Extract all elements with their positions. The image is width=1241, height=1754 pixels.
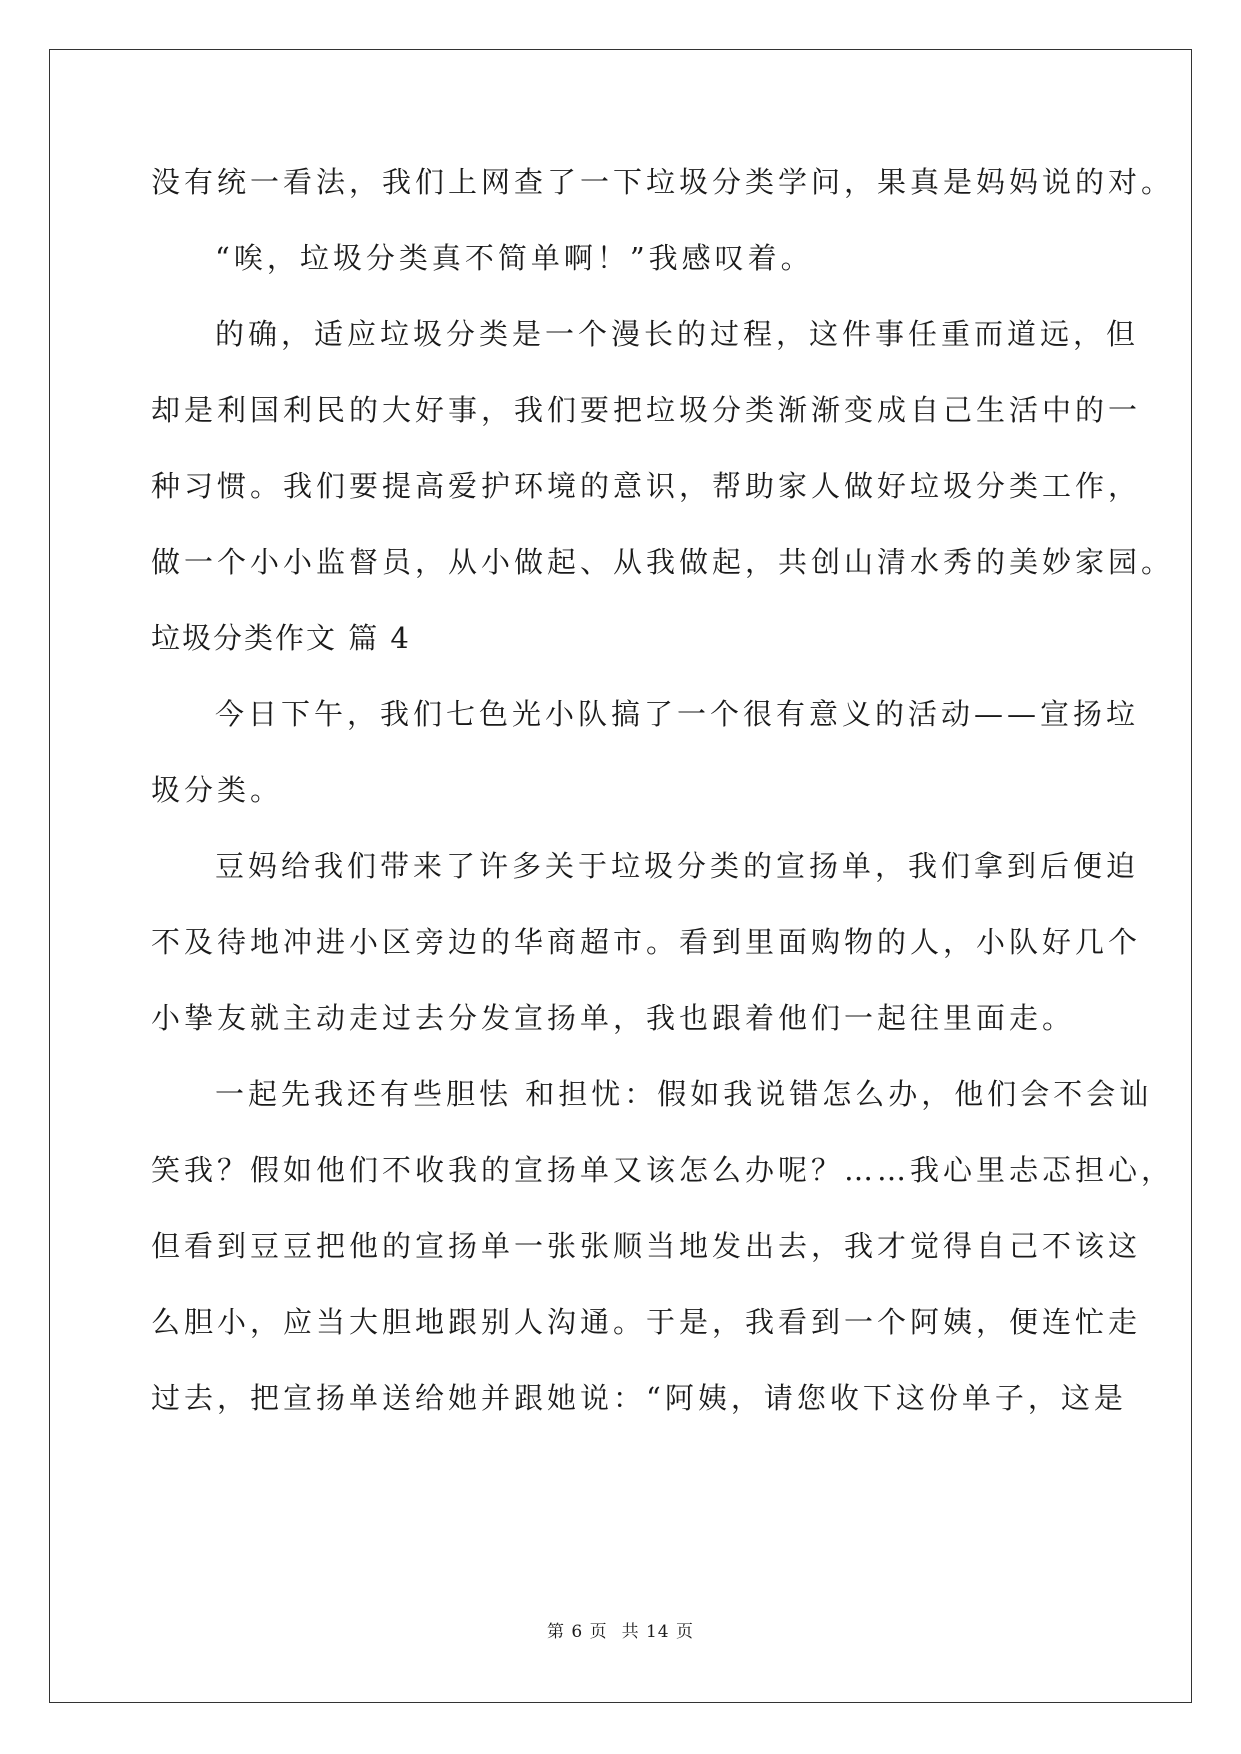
text-line: “唉，垃圾分类真不简单啊！”我感叹着。 xyxy=(215,241,814,275)
section-heading: 垃圾分类作文 篇 4 xyxy=(151,621,411,655)
text-line: 但看到豆豆把他的宣扬单一张张顺当地发出去，我才觉得自己不该这 xyxy=(151,1229,1142,1263)
page-footer xyxy=(0,1617,1241,1642)
text-line: 笑我？假如他们不收我的宣扬单又该怎么办呢？……我心里忐忑担心， xyxy=(151,1153,1175,1187)
text-line: 过去，把宣扬单送给她并跟她说：“阿姨，请您收下这份单子，这是 xyxy=(151,1381,1127,1415)
text-line: 么胆小，应当大胆地跟别人沟通。于是，我看到一个阿姨，便连忙走 xyxy=(151,1305,1142,1339)
text-line: 豆妈给我们带来了许多关于垃圾分类的宣扬单，我们拿到后便迫 xyxy=(215,849,1140,883)
page-total: 共 14 页 xyxy=(621,1622,695,1642)
text-line: 一起先我还有些胆怯 和担忧：假如我说错怎么办，他们会不会讪 xyxy=(215,1077,1153,1111)
text-line: 小挚友就主动走过去分发宣扬单，我也跟着他们一起往里面走。 xyxy=(151,1001,1076,1035)
text-line: 却是利国利民的大好事，我们要把垃圾分类渐渐变成自己生活中的一 xyxy=(151,393,1142,427)
text-line: 圾分类。 xyxy=(151,773,284,807)
text-line: 没有统一看法，我们上网查了一下垃圾分类学问，果真是妈妈说的对。 xyxy=(151,165,1175,199)
text-line: 的确，适应垃圾分类是一个漫长的过程，这件事任重而道远，但 xyxy=(215,317,1140,351)
page-number: 第 6 页 xyxy=(546,1622,608,1642)
document-body xyxy=(151,160,1175,1452)
text-line: 做一个小小监督员，从小做起、从我做起，共创山清水秀的美妙家园。 xyxy=(151,545,1175,579)
text-line: 不及待地冲进小区旁边的华商超市。看到里面购物的人，小队好几个 xyxy=(151,925,1142,959)
text-line: 今日下午，我们七色光小队搞了一个很有意义的活动——宣扬垃 xyxy=(215,697,1140,731)
text-line: 种习惯。我们要提高爱护环境的意识，帮助家人做好垃圾分类工作， xyxy=(151,469,1142,503)
